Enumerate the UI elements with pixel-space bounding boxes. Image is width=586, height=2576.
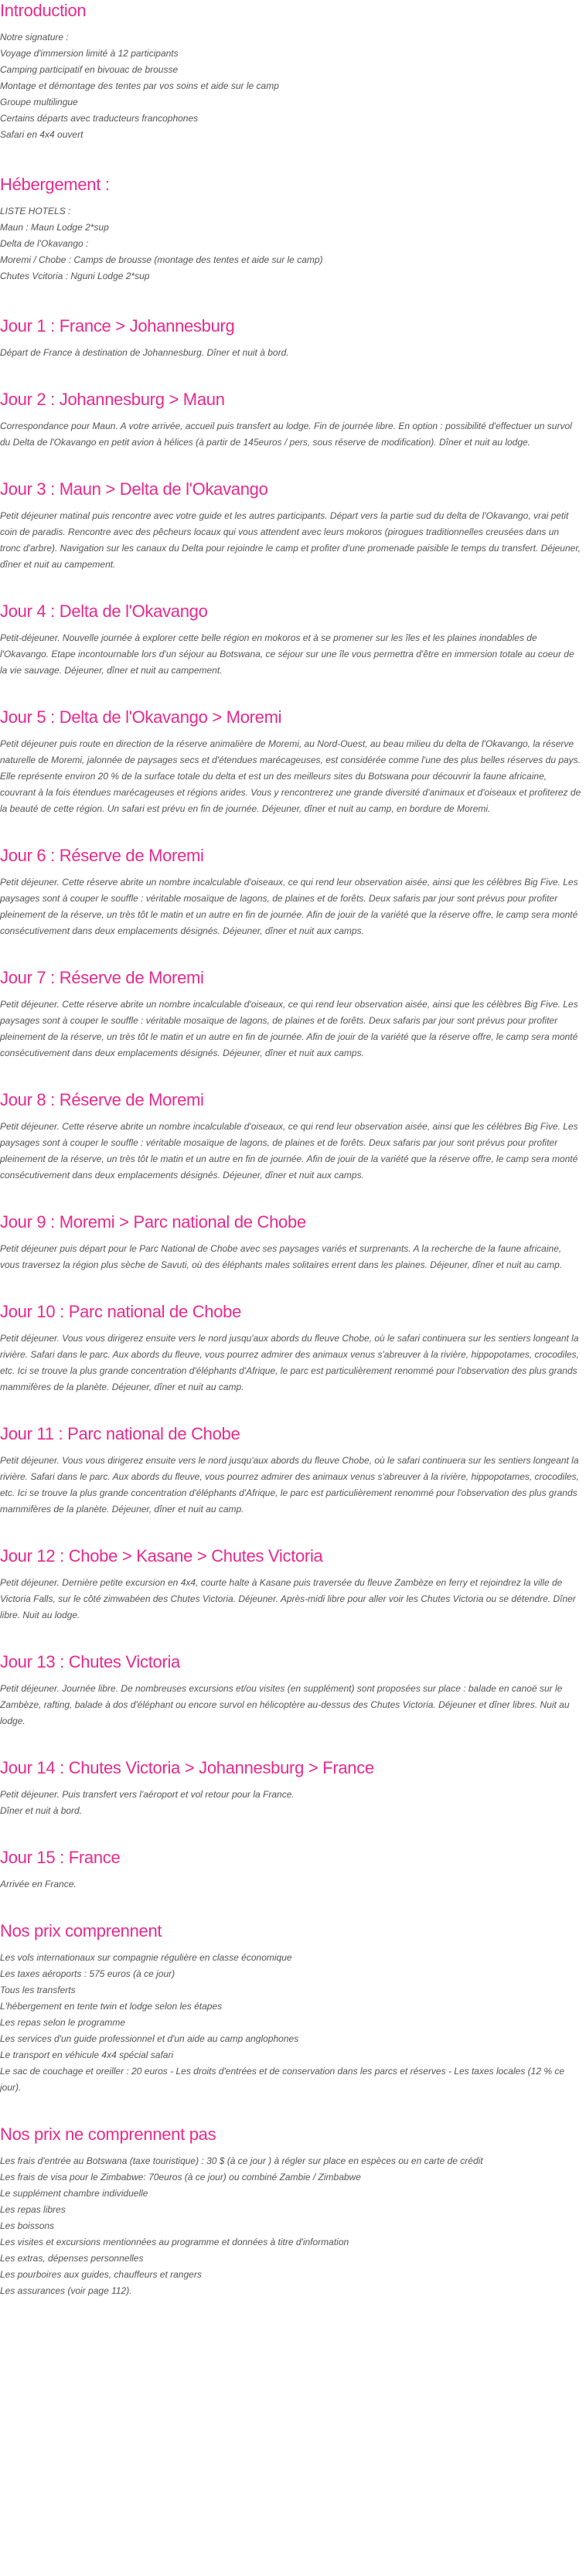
intro-line: Groupe multilingue [0, 97, 78, 107]
day-1 [0, 315, 581, 361]
list-item: L'hébergement en tente twin et lodge selon les étapes [0, 2001, 223, 2012]
day-5 [0, 707, 581, 817]
day-title: Jour 8 : Réserve de Moremi [0, 1090, 204, 1109]
list-item: Les boissons [0, 2220, 55, 2231]
day-title: Jour 1 : France > Johannesburg [0, 316, 235, 336]
day-title: Jour 11 : Parc national de Chobe [0, 1424, 240, 1443]
section-hebergement [0, 174, 581, 285]
list-item: Les repas libres [0, 2204, 66, 2215]
intro-line: Certains départs avec traducteurs francophones [0, 113, 199, 124]
day-text: Petit déjeuner. Puis transfert vers l'aéroport et vol retour pour la France. Dîner et nuit à bord. [0, 1789, 295, 1816]
day-title: Jour 15 : France [0, 1848, 121, 1867]
day-text: Petit déjeuner puis départ pour le Parc National de Chobe avec ses paysages variés et surprenants. A la recherche de la faune africaine, vous traversez la région plus sèche de Savuti, où des éléphants males solitaires errent dans les plaines. Déjeuner, dîner et nuit au camp. [0, 1243, 563, 1270]
day-title: Jour 2 : Johannesburg > Maun [0, 390, 225, 409]
day-text: Arrivée en France. [0, 1879, 77, 1889]
intro-line: Camping participatif en bivouac de brousse [0, 64, 179, 75]
day-text: Correspondance pour Maun. A votre arrivée, accueil puis transfert au lodge. Fin de journée libre. En option : possibilité d'effectuer un survol du Delta de l'Okavango en petit avion à hélices (à partir de 145euros / pers, sous réserve de modification). Dîner et nuit au lodge. [0, 421, 572, 448]
list-item: Le sac de couchage et oreiller : 20 euros - Les droits d'entrées et de conservation dans les parcs et réserves - Les taxes locales (12 % ce jour). [0, 2066, 565, 2093]
day-4 [0, 601, 581, 679]
list-item: Les pourboires aux guides, chauffeurs et rangers [0, 2269, 202, 2280]
day-2 [0, 389, 581, 451]
list-item: Les visites et excursions mentionnées au programme et données à titre d'information [0, 2237, 349, 2247]
day-title: Jour 9 : Moremi > Parc national de Chobe [0, 1212, 306, 1232]
day-12 [0, 1545, 581, 1624]
section-introduction [0, 0, 581, 143]
intro-line: Notre signature : [0, 32, 69, 43]
list-item: Les extras, dépenses personnelles [0, 2253, 144, 2264]
hebergement-line: LISTE HOTELS : [0, 206, 71, 216]
list-item: Le transport en véhicule 4x4 spécial safari [0, 2050, 174, 2060]
section-title: Nos prix comprennent [0, 1921, 162, 1941]
list-item: Les taxes aéroports : 575 euros (à ce jour) [0, 1968, 175, 1979]
list-item: Les repas selon le programme [0, 2017, 126, 2028]
day-7 [0, 967, 581, 1061]
day-title: Jour 12 : Chobe > Kasane > Chutes Victoria [0, 1546, 323, 1566]
day-title: Jour 3 : Maun > Delta de l'Okavango [0, 479, 268, 499]
list-item: Les services d'un guide professionnel et d'un aide au camp anglophones [0, 2033, 299, 2044]
day-8 [0, 1089, 581, 1184]
list-item: Les vols internationaux sur compagnie régulière en classe économique [0, 1952, 292, 1963]
hebergement-line: Moremi / Chobe : Camps de brousse (montage des tentes et aide sur le camp) [0, 254, 323, 265]
day-text: Petit déjeuner puis route en direction de la réserve animalière de Moremi, au Nord-Ouest, au beau milieu du delta de l'Okavango, la réserve naturelle de Moremi, jalonnée de paysages secs et d'étendues marécageuses, est considérée comme l'une des plus belles réserves du pays. Elle représente environ 20 % de la surface totale du delta et est un des meilleurs sites du Botswana pour découvrir la faune africaine, couvrant à la fois étendues marécageuses et régions arides. Vous y rencontrerez une grande diversité d'animaux et d'oiseaux et profiterez de la beauté de cette région. Un safari est prévu en fin de journée. Déjeuner, dîner et nuit au camp, en bordure de Moremi. [0, 738, 581, 814]
intro-line: Safari en 4x4 ouvert [0, 129, 83, 140]
day-text: Petit-déjeuner. Nouvelle journée à explorer cette belle région en mokoros et à se promener sur les îles et les plaines inondables de l'Okavango. Etape incontournable lors d'un séjour au Botswana, ce séjour sur une île vous permettra d'être en immersion totale au coeur de la vie sauvage. Déjeuner, dîner et nuit au campement. [0, 632, 574, 676]
day-title: Jour 14 : Chutes Victoria > Johannesburg > France [0, 1758, 374, 1777]
day-9 [0, 1211, 581, 1273]
day-text: Petit déjeuner. Journée libre. De nombreuses excursions et/ou visites (en supplément) sont proposées sur place : balade en canoë sur le Zambèze, rafting, balade à dos d'éléphant ou encore survol en hélicoptère au-dessus des Chutes Victoria. Déjeuner et dîner libres. Nuit au lodge. [0, 1683, 570, 1726]
list-item: Les frais d'entrée au Botswana (taxe touristique) : 30 $ (à ce jour ) à régler sur place en espèces ou en carte de crédit [0, 2155, 483, 2166]
intro-lines [0, 29, 581, 143]
intro-line: Montage et démontage des tentes par vos soins et aide sur le camp [0, 80, 279, 91]
day-text: Petit déjeuner. Cette réserve abrite un nombre incalculable d'oiseaux, ce qui rend leur observation aisée, ainsi que les célèbres Big Five. Les paysages sont à couper le souffle : véritable mosaïque de lagons, de plaines et de forêts. Deux safaris par jour sont prévus pour profiter pleinement de la réserve, un très tôt le matin et un autre en fin de journée. Afin de jouir de la variété que la réserve offre, le camp sera monté consécutivement dans deux emplacements désignés. Déjeuner, dîner et nuit aux camps. [0, 1121, 578, 1181]
day-title: Jour 4 : Delta de l'Okavango [0, 601, 208, 621]
day-text: Petit déjeuner. Cette réserve abrite un nombre incalculable d'oiseaux, ce qui rend leur observation aisée, ainsi que les célèbres Big Five. Les paysages sont à couper le souffle : véritable mosaïque de lagons, de plaines et de forêts. Deux safaris par jour sont prévus pour profiter pleinement de la réserve, un très tôt le matin et un autre en fin de journée. Afin de jouir de la variété que la réserve offre, le camp sera monté consécutivement dans deux emplacements désignés. Déjeuner, dîner et nuit aux camps. [0, 877, 578, 936]
section-prix-comprennent [0, 1920, 581, 2096]
list-item: Le supplément chambre individuelle [0, 2188, 148, 2199]
list-item: Les frais de visa pour le Zimbabwe: 70euros (à ce jour) ou combiné Zambie / Zimbabwe [0, 2172, 361, 2182]
day-title: Jour 7 : Réserve de Moremi [0, 968, 204, 987]
list-item: Les assurances (voir page 112). [0, 2285, 132, 2296]
day-text: Départ de France à destination de Johannesburg. Dîner et nuit à bord. [0, 347, 289, 358]
day-text: Petit déjeuner. Dernière petite excursion en 4x4, courte halte à Kasane puis traversée du fleuve Zambèze en ferry et rejoindrez la ville de Victoria Falls, sur le côté zimwabéen des Chutes Victoria. Déjeuner. Après-midi libre pour aller voir les Chutes Victoria ou se détendre. Dîner libre. Nuit au lodge. [0, 1577, 576, 1620]
day-text: Petit déjeuner. Vous vous dirigerez ensuite vers le nord jusqu'aux abords du fleuve Chobe, où le safari continuera sur les sentiers longeant la rivière. Safari dans le parc. Aux abords du fleuve, vous pourrez admirer des animaux venus s'abreuver à la rivière, hippopotames, crocodiles, etc. Ici se trouve la plus grande concentration d'éléphants d'Afrique, le parc est particulièrement renommé pour l'observation des plus grands mammifères de la planète. Déjeuner, dîner et nuit au camp. [0, 1455, 579, 1515]
list-item: Tous les transferts [0, 1985, 76, 1995]
hebergement-line: Chutes Vcitoria : Nguni Lodge 2*sup [0, 271, 150, 281]
day-title: Jour 5 : Delta de l'Okavango > Moremi [0, 707, 282, 727]
day-10 [0, 1301, 581, 1395]
section-title: Nos prix ne comprennent pas [0, 2125, 216, 2144]
day-15 [0, 1847, 581, 1893]
hebergement-line: Delta de l'Okavango : [0, 238, 89, 249]
section-title: Introduction [0, 1, 87, 20]
section-title: Hébergement : [0, 175, 110, 194]
day-14 [0, 1757, 581, 1819]
hebergement-line: Maun : Maun Lodge 2*sup [0, 222, 109, 233]
day-text: Petit déjeuner matinal puis rencontre avec votre guide et les autres participants. Départ vers la partie sud du delta de l'Okavango, vrai petit coin de paradis. Rencontre avec des pêcheurs locaux qui vous attendent avec leurs mokoros (pirogues traditionnelles creusées dans un tronc d'arbre). Navigation sur les canaux du Delta pour rejoindre le camp et profiter d'une promenade paisible le temps du transfert. Déjeuner, dîner et nuit au campement. [0, 510, 581, 570]
hebergement-lines [0, 203, 581, 285]
intro-line: Voyage d'immersion limité à 12 participants [0, 48, 179, 59]
day-6 [0, 845, 581, 939]
prix-comprennent-list [0, 1950, 581, 2096]
day-title: Jour 6 : Réserve de Moremi [0, 846, 204, 865]
section-prix-ne-comprennent [0, 2124, 581, 2299]
prix-ne-comprennent-list [0, 2153, 581, 2299]
day-13 [0, 1651, 581, 1729]
day-title: Jour 13 : Chutes Victoria [0, 1652, 180, 1671]
day-11 [0, 1423, 581, 1518]
day-text: Petit déjeuner. Vous vous dirigerez ensuite vers le nord jusqu'aux abords du fleuve Chobe, où le safari continuera sur les sentiers longeant la rivière. Safari dans le parc. Aux abords du fleuve, vous pourrez admirer des animaux venus s'abreuver à la rivière, hippopotames, crocodiles, etc. Ici se trouve la plus grande concentration d'éléphants d'Afrique, le parc est particulièrement renommé pour l'observation des plus grands mammifères de la planète. Déjeuner, dîner et nuit au camp. [0, 1333, 579, 1392]
day-text: Petit déjeuner. Cette réserve abrite un nombre incalculable d'oiseaux, ce qui rend leur observation aisée, ainsi que les célèbres Big Five. Les paysages sont à couper le souffle : véritable mosaïque de lagons, de plaines et de forêts. Deux safaris par jour sont prévus pour profiter pleinement de la réserve, un très tôt le matin et un autre en fin de journée. Afin de jouir de la variété que la réserve offre, le camp sera monté consécutivement dans deux emplacements désignés. Déjeuner, dîner et nuit aux camps. [0, 999, 578, 1058]
day-3 [0, 479, 581, 573]
day-title: Jour 10 : Parc national de Chobe [0, 1302, 242, 1321]
